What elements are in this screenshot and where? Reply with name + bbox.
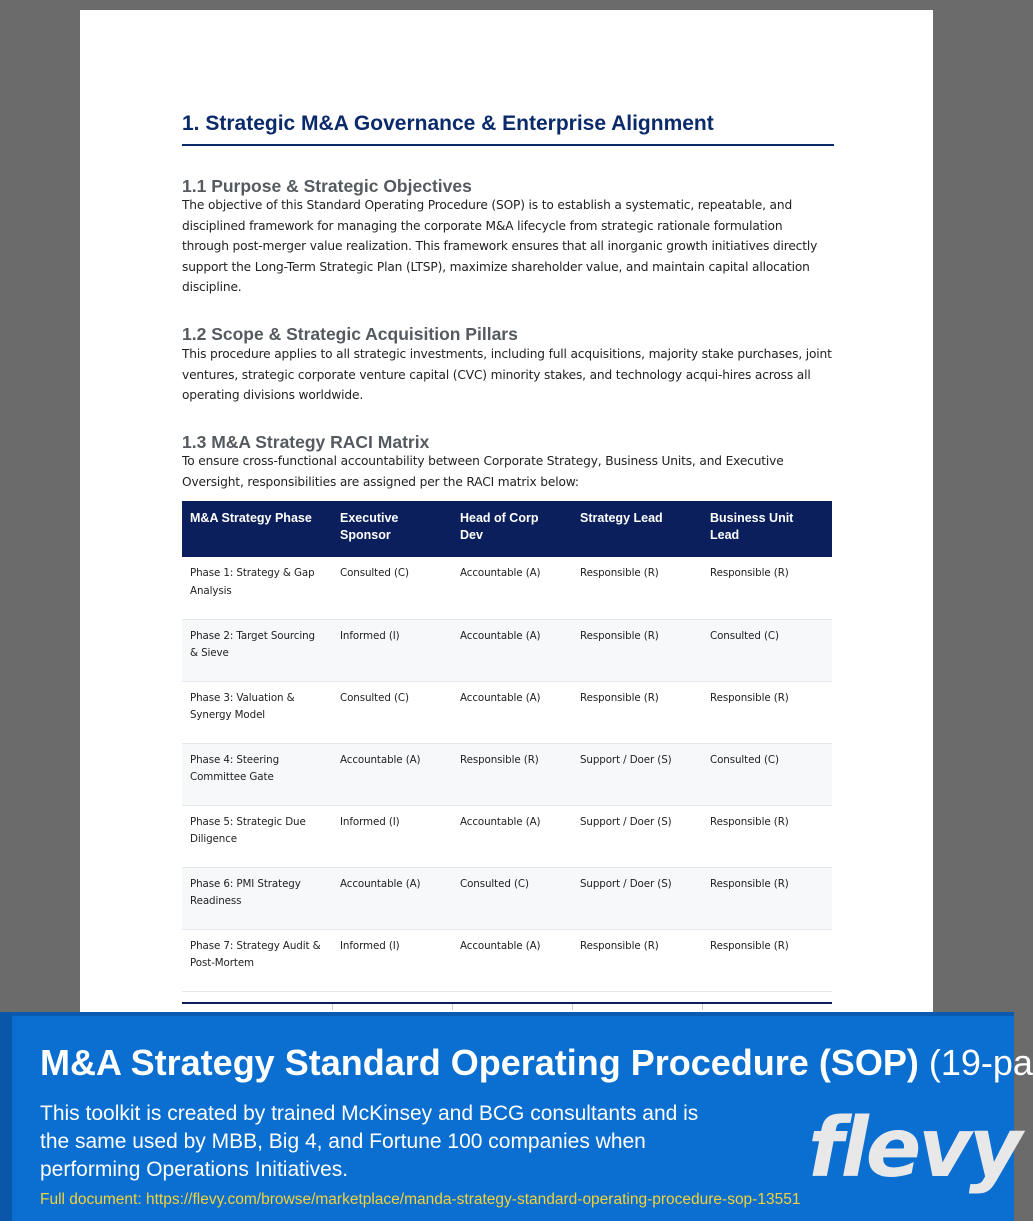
- table-cell: Phase 3: Valuation & Synergy Model: [182, 681, 332, 743]
- column-divider: [332, 1004, 333, 1010]
- banner-edge: [0, 1012, 12, 1221]
- raci-matrix-table: [182, 501, 832, 992]
- table-cell: Accountable (A): [332, 743, 452, 805]
- table-header-row: [182, 501, 832, 557]
- column-header: Executive Sponsor: [332, 501, 452, 557]
- table-cell: Phase 4: Steering Committee Gate: [182, 743, 332, 805]
- table-cell: Consulted (C): [452, 867, 572, 929]
- table-cell: Responsible (R): [702, 867, 832, 929]
- column-divider: [572, 1004, 573, 1010]
- table-cell: Responsible (R): [572, 619, 702, 681]
- table-cell: Consulted (C): [702, 743, 832, 805]
- column-header: Head of Corp Dev: [452, 501, 572, 557]
- table-cell: Responsible (R): [702, 805, 832, 867]
- section-title: 1. Strategic M&A Governance & Enterprise Alignment: [182, 112, 834, 146]
- table-cell: Accountable (A): [452, 681, 572, 743]
- paragraph-purpose: The objective of this Standard Operating Procedure (SOP) is to establish a systematic, repeatable, and disciplined framework for managing the corporate M&A lifecycle from strategic rationale formulation through post-merger value realization. This framework ensures that all inorganic growth initiatives directly support the Long-Term Strategic Plan (LTSP), maximize shareholder value, and maintain capital allocation discipline.: [182, 198, 818, 295]
- paragraph-scope: This procedure applies to all strategic investments, including full acquisitions, majority stake purchases, joint ventures, strategic corporate venture capital (CVC) minority stakes, and technology acqui-hires across all operating divisions worldwide.: [182, 347, 832, 403]
- table-cell: Responsible (R): [702, 929, 832, 991]
- table-cell: Responsible (R): [702, 681, 832, 743]
- banner-page-count: (19-pa: [928, 1042, 1033, 1083]
- table-bottom-rule: [182, 1002, 832, 1004]
- banner-title: [40, 1042, 1033, 1084]
- table-cell: Support / Doer (S): [572, 743, 702, 805]
- banner-title-text: M&A Strategy Standard Operating Procedure (SOP): [40, 1042, 919, 1083]
- table-cell: Informed (I): [332, 619, 452, 681]
- table-cell: Informed (I): [332, 929, 452, 991]
- paragraph-raci-intro: To ensure cross-functional accountability between Corporate Strategy, Business Units, and Executive Oversight, responsibilities are assigned per the RACI matrix below:: [182, 454, 784, 489]
- document-page: [80, 10, 933, 1012]
- table-cell: Consulted (C): [332, 557, 452, 619]
- column-header: Strategy Lead: [572, 501, 702, 557]
- table-cell: Responsible (R): [702, 557, 832, 619]
- table-cell: Responsible (R): [572, 681, 702, 743]
- table-cell: Consulted (C): [702, 619, 832, 681]
- table-cell: Phase 2: Target Sourcing & Sieve: [182, 619, 332, 681]
- table-cell: Phase 6: PMI Strategy Readiness: [182, 867, 332, 929]
- table-row: [182, 557, 832, 619]
- flevy-logo: flevy: [808, 1101, 1020, 1196]
- table-cell: Consulted (C): [332, 681, 452, 743]
- table-cell: Phase 5: Strategic Due Diligence: [182, 805, 332, 867]
- column-header: Business Unit Lead: [702, 501, 832, 557]
- table-row: [182, 619, 832, 681]
- table-cell: Accountable (A): [332, 867, 452, 929]
- banner-description: This toolkit is created by trained McKinsey and BCG consultants and is the same used by MBB, Big 4, and Fortune 100 companies when performing Operations Initiatives.: [40, 1102, 699, 1181]
- promo-banner: [0, 1012, 1033, 1221]
- table-cell: Accountable (A): [452, 929, 572, 991]
- table-cell: Responsible (R): [572, 929, 702, 991]
- subsection-heading-scope: 1.2 Scope & Strategic Acquisition Pillars: [182, 324, 518, 344]
- table-cell: Support / Doer (S): [572, 805, 702, 867]
- table-cell: Accountable (A): [452, 557, 572, 619]
- table-row: [182, 929, 832, 991]
- column-header: M&A Strategy Phase: [182, 501, 332, 557]
- table-cell: Accountable (A): [452, 619, 572, 681]
- table-cell: Phase 7: Strategy Audit & Post-Mortem: [182, 929, 332, 991]
- table-row: [182, 805, 832, 867]
- table-row: [182, 867, 832, 929]
- table-cell: Support / Doer (S): [572, 867, 702, 929]
- table-row: [182, 743, 832, 805]
- column-divider: [702, 1004, 703, 1010]
- table-cell: Responsible (R): [452, 743, 572, 805]
- banner-document-link[interactable]: Full document: https://flevy.com/browse/marketplace/manda-strategy-standard-operating-procedure-sop-13551: [40, 1191, 801, 1208]
- table-row: [182, 681, 832, 743]
- table-cell: Informed (I): [332, 805, 452, 867]
- page-content: [182, 112, 834, 969]
- column-divider: [452, 1004, 453, 1010]
- table-cell: Phase 1: Strategy & Gap Analysis: [182, 557, 332, 619]
- subsection-heading-raci: 1.3 M&A Strategy RACI Matrix: [182, 432, 430, 452]
- table-cell: Accountable (A): [452, 805, 572, 867]
- table-cell: Responsible (R): [572, 557, 702, 619]
- subsection-heading-purpose: 1.1 Purpose & Strategic Objectives: [182, 176, 472, 196]
